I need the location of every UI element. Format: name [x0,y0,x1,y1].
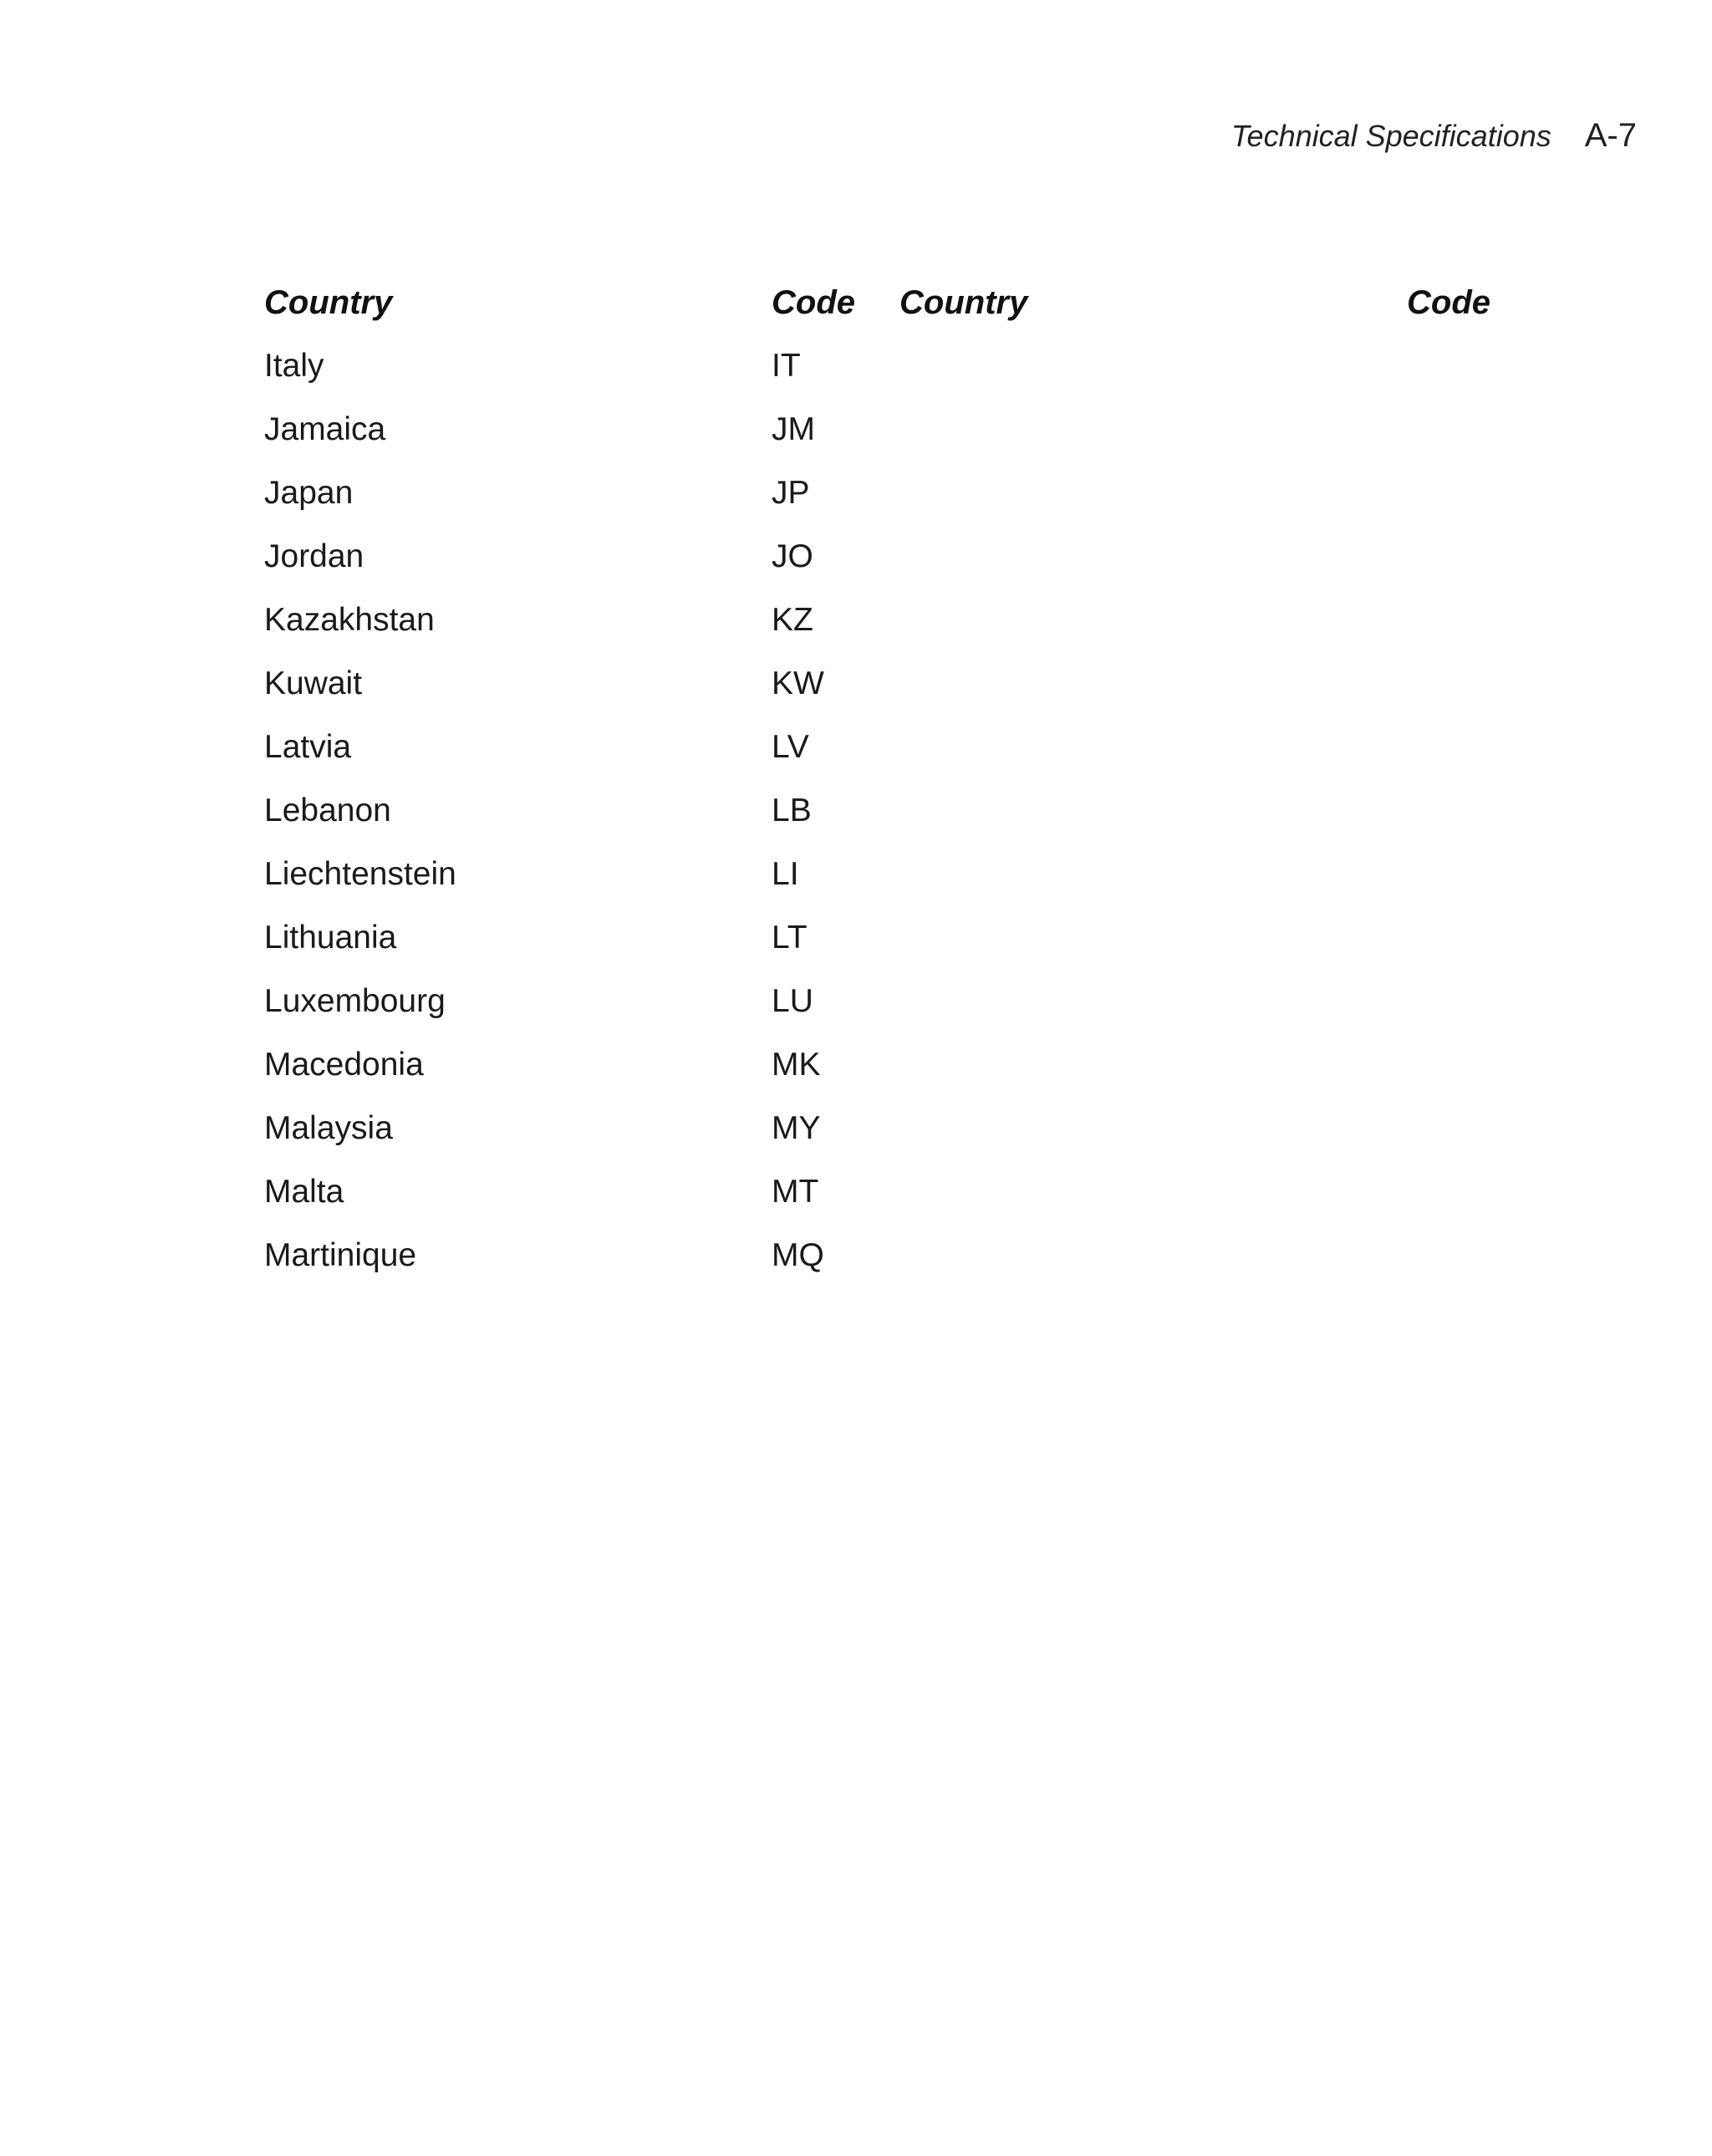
table-row [264,1237,1518,1301]
country-cell: Macedonia [264,1047,424,1083]
country-cell: Malaysia [264,1110,393,1146]
code-cell: MK [772,1047,821,1083]
country-cell: Jamaica [264,411,386,447]
table-row [264,793,1518,856]
table-row [264,411,1518,475]
code-cell: KW [772,665,824,701]
table-row [264,983,1518,1047]
page-number: A-7 [1584,117,1637,154]
code-cell: MT [772,1174,819,1210]
table-row [264,602,1518,665]
country-cell: Luxembourg [264,983,446,1019]
table-row [264,920,1518,983]
header-country-right: Country [899,284,1028,321]
code-cell: KZ [772,602,813,638]
country-code-table [264,284,1518,1301]
table-row [264,665,1518,729]
code-cell: JM [772,411,815,447]
code-cell: LT [772,920,808,956]
country-cell: Kazakhstan [264,602,435,638]
table-row [264,1110,1518,1174]
code-cell: MQ [772,1237,824,1273]
page-header [1231,117,1637,155]
country-cell: Lebanon [264,793,391,828]
code-cell: LU [772,983,813,1019]
country-cell: Malta [264,1174,344,1210]
table-row [264,475,1518,538]
country-cell: Liechtenstein [264,856,456,892]
code-cell: JP [772,475,810,511]
header-code-left: Code [772,284,855,321]
code-cell: IT [772,348,801,384]
section-title: Technical Specifications [1230,119,1552,153]
country-cell: Latvia [264,729,352,765]
code-cell: LI [772,856,799,892]
table-row [264,729,1518,793]
country-cell: Lithuania [264,920,397,956]
table-row [264,1174,1518,1237]
code-cell: MY [772,1110,821,1146]
table-row [264,538,1518,602]
code-cell: LV [772,729,809,765]
table-row [264,348,1518,411]
code-cell: JO [772,538,813,574]
table-row [264,1047,1518,1110]
country-cell: Jordan [264,538,364,574]
country-cell: Kuwait [264,665,363,701]
code-cell: LB [772,793,812,828]
header-country-left: Country [264,284,393,321]
header-code-right: Code [1407,284,1490,321]
country-cell: Martinique [264,1237,417,1273]
table-header-row [264,284,1518,348]
table-row [264,856,1518,920]
country-cell: Italy [264,348,324,384]
country-cell: Japan [264,475,354,511]
